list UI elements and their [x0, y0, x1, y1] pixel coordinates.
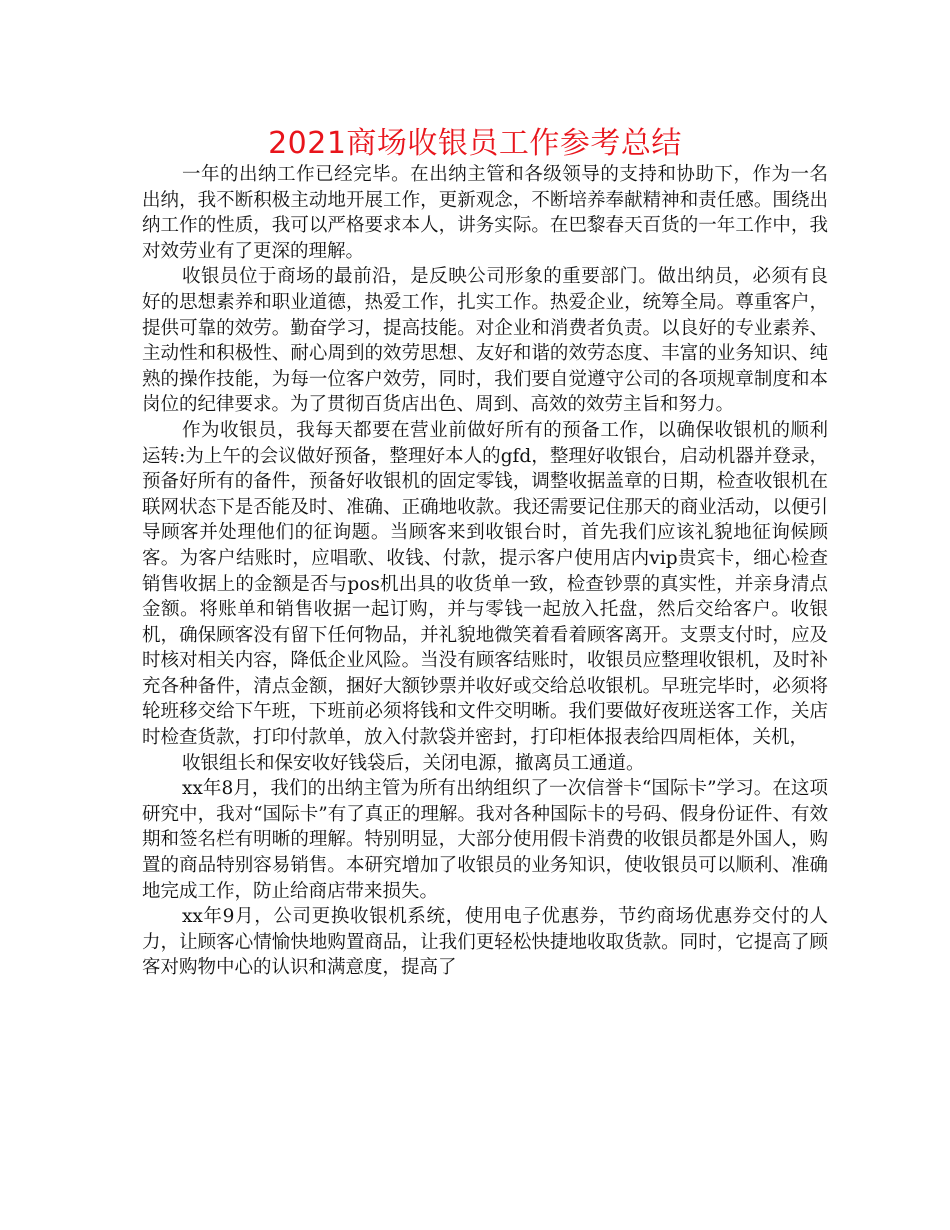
paragraph-4: 收银组长和保安收好钱袋后，关闭电源，撤离员工通道。 [182, 752, 645, 774]
document-body [142, 162, 828, 981]
paragraph-2: 收银员位于商场的最前沿，是反映公司形象的重要部门。做出纳员，必须有良好的思想素养和职业道德，热爱工作，扎实工作。热爱企业，统筹全局。尊重客户，提供可靠的效劳。勤奋学习，提高技能。对企业和消费者负责。以良好的专业素养、主动性和积极性、耐心周到的效劳思想、友好和谐的效劳态度、丰富的业务知识、纯熟的操作技能，为每一位客户效劳，同时，我们要自觉遵守公司的各项规章制度和本岗位的纪律要求。为了贯彻百货店出色、周到、高效的效劳主旨和努力。 [142, 266, 828, 416]
paragraph-5: xx年8月，我们的出纳主管为所有出纳组织了一次信誉卡“国际卡”学习。在这项研究中，我对“国际卡”有了真正的理解。我对各种国际卡的号码、假身份证件、有效期和签名栏有明晰的理解。特别明显，大部分使用假卡消费的收银员都是外国人，购置的商品特别容易销售。本研究增加了收银员的业务知识，使收银员可以顺利、准确地完成工作，防止给商店带来损失。 [142, 778, 828, 902]
document-title: 2021商场收银员工作参考总结 [268, 126, 682, 161]
paragraph-3: 作为收银员，我每天都要在营业前做好所有的预备工作，以确保收银机的顺利运转:为上午的会议做好预备，整理好本人的gfd，整理好收银台，启动机器并登录，预备好所有的备件，预备好收银机的固定零钱，调整收据盖章的日期，检查收银机在联网状态下是否能及时、准确、正确地收款。我还需要记住那天的商业活动，以便引导顾客并处理他们的征询题。当顾客来到收银台时，首先我们应该礼貌地征询候顾客。为客户结账时，应唱歌、收钱、付款，提示客户使用店内vip贵宾卡，细心检查销售收据上的金额是否与pos机出具的收货单一致，检查钞票的真实性，并亲身清点金额。将账单和销售收据一起订购，并与零钱一起放入托盘，然后交给客户。收银机，确保顾客没有留下任何物品，并礼貌地微笑着看着顾客离开。支票支付时，应及时核对相关内容，降低企业风险。当没有顾客结账时，收银员应整理收银机，及时补充各种备件，清点金额，捆好大额钞票并收好或交给总收银机。早班完毕时，必须将轮班移交给下午班，下班前必须将钱和文件交明晰。我们要做好夜班送客工作，关店时检查货款，打印付款单，放入付款袋并密封，打印柜体报表给四周柜体，关机， [142, 419, 828, 749]
paragraph-6: xx年9月，公司更换收银机系统，使用电子优惠券，节约商场优惠券交付的人力，让顾客心情愉快地购置商品，让我们更轻松快捷地收取货款。同时，它提高了顾客对购物中心的认识和满意度，提高了 [142, 906, 828, 979]
paragraph-1: 一年的出纳工作已经完毕。在出纳主管和各级领导的支持和协助下，作为一名出纳，我不断积极主动地开展工作，更新观念，不断培养奉献精神和责任感。围绕出纳工作的性质，我可以严格要求本人，讲务实际。在巴黎春天百货的一年工作中，我对效劳业有了更深的理解。 [142, 164, 828, 262]
